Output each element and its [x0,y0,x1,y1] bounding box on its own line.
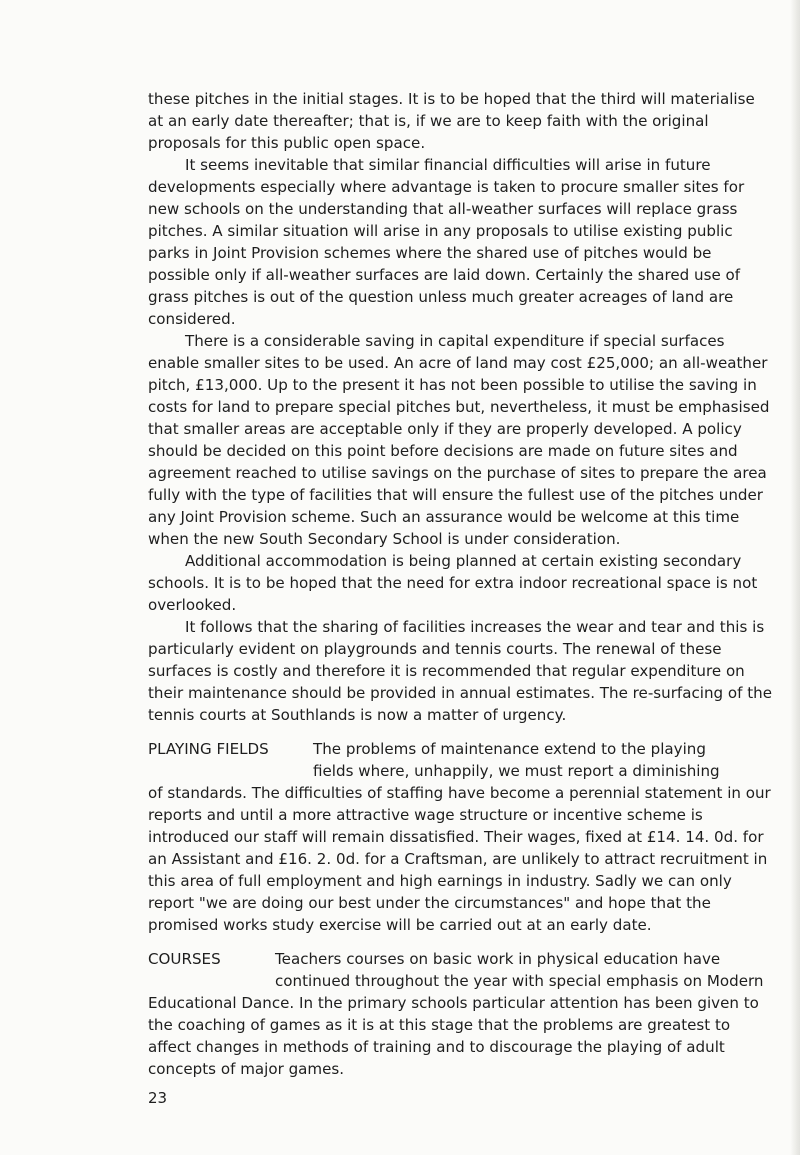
courses-first-line: Teachers courses on basic work in physical education have [275,950,721,968]
page-edge [790,0,800,1155]
document-body [148,88,773,1080]
section-playing-fields [148,738,773,936]
courses-body: Educational Dance. In the primary schools particular attention has been given to the coaching of games as it is at this stage that the problems are greatest to affect changes in methods of training and to discourage the playing of adult concepts of major games. [148,994,759,1078]
paragraph-pitches: these pitches in the initial stages. It is to be hoped that the third will materialise at an early date thereafter; that is, if we are to keep faith with the original proposals for this public open space. [148,90,755,152]
courses-continuation: continued throughout the year with special emphasis on Modern [275,972,764,990]
paragraph-financial-difficulties: It seems inevitable that similar financial difficulties will arise in future developments especially where advantage is taken to procure smaller sites for new schools on the understanding that all-weather surfaces will replace grass pitches. A similar situation will arise in any proposals to utilise existing public parks in Joint Provision schemes where the shared use of pitches would be possible only if all-weather surfaces are laid down. Certainly the shared use of grass pitches is out of the question unless much greater acreages of land are considered. [148,156,745,328]
heading-playing-fields: PLAYING FIELDS [148,740,269,758]
paragraph-accommodation: Additional accommodation is being planned at certain existing secondary schools. It is to be hoped that the need for extra indoor recreational space is not overlooked. [148,552,758,614]
paragraph-wear-and-tear: It follows that the sharing of facilities increases the wear and tear and this is particularly evident on playgrounds and tennis courts. The renewal of these surfaces is costly and therefore it is recommended that regular expenditure on their maintenance should be provided in annual estimates. The re-surfacing of the tennis courts at Southlands is now a matter of urgency. [148,618,773,724]
section-courses [148,948,773,1080]
playing-fields-continuation: fields where, unhappily, we must report a diminishing [313,762,720,780]
playing-fields-body: of standards. The difficulties of staffing have become a perennial statement in our reports and until a more attractive wage structure or incentive scheme is introduced our staff will remain dissatisfied. Their wages, fixed at £14. 14. 0d. for an Assistant and £16. 2. 0d. for a Craftsman, are unlikely to attract recruitment in this area of full employment and high earnings in industry. Sadly we can only report "we are doing our best under the circumstances" and hope that the promised works study exercise will be carried out at an early date. [148,784,771,934]
heading-courses: COURSES [148,950,221,968]
page-number: 23 [148,1089,168,1107]
playing-fields-first-line: The problems of maintenance extend to the playing [313,740,706,758]
paragraph-capital-saving: There is a considerable saving in capital expenditure if special surfaces enable smaller sites to be used. An acre of land may cost £25,000; an all-weather pitch, £13,000. Up to the present it has not been possible to utilise the saving in costs for land to prepare special pitches but, nevertheless, it must be emphasised that smaller areas are acceptable only if they are properly developed. A policy should be decided on this point before decisions are made on future sites and agreement reached to utilise savings on the purchase of sites to prepare the area fully with the type of facilities that will ensure the fullest use of the pitches under any Joint Provision scheme. Such an assurance would be welcome at this time when the new South Secondary School is under consideration. [148,332,770,548]
